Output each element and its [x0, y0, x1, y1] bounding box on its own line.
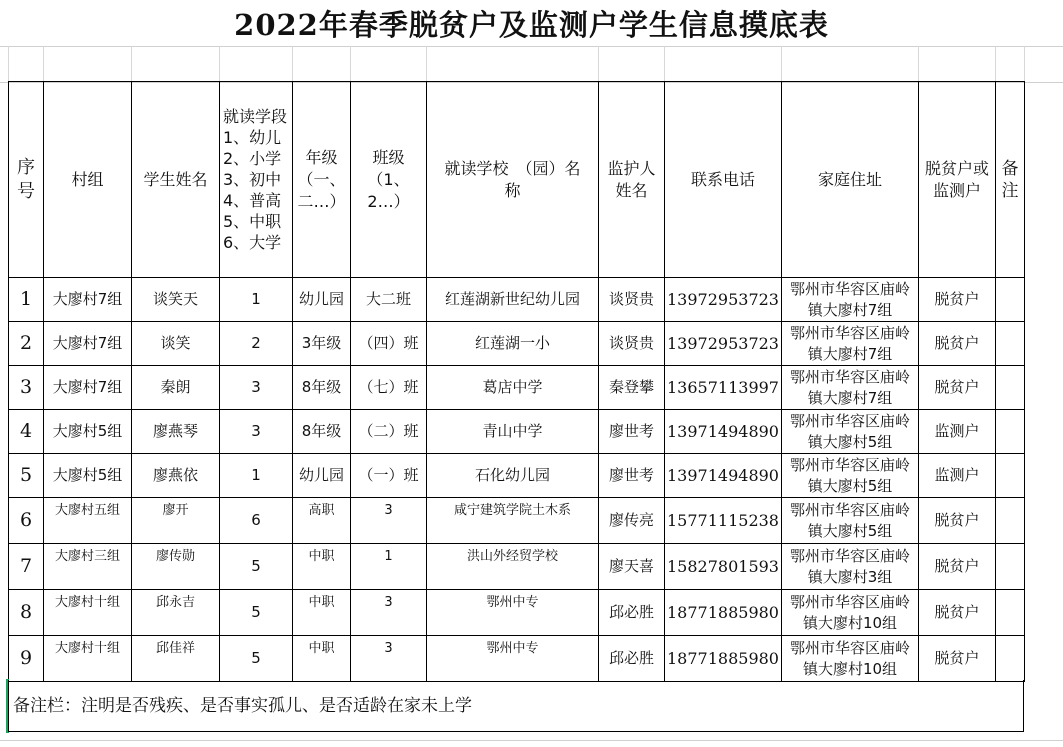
cell-student-name: 廖燕依: [132, 454, 220, 498]
cell-remark: [996, 590, 1025, 636]
cell-school: 鄂州中专: [427, 636, 599, 682]
student-info-table: [8, 81, 1025, 682]
header-grade: 年级 （一、 二…）: [293, 82, 351, 278]
cell-stage: 1: [220, 278, 293, 322]
cell-address: 鄂州市华容区庙岭镇大廖村7组: [782, 278, 919, 322]
table-row: [9, 544, 1025, 590]
cell-stage: 5: [220, 590, 293, 636]
cell-class: 3: [351, 498, 427, 544]
cell-village: 大廖村7组: [44, 366, 132, 410]
table-row: [9, 636, 1025, 682]
cell-grade: 8年级: [293, 410, 351, 454]
cell-student-name: 廖开: [132, 498, 220, 544]
cell-class: 3: [351, 590, 427, 636]
header-village: 村组: [44, 82, 132, 278]
cell-stage: 1: [220, 454, 293, 498]
cell-seq: 5: [9, 454, 44, 498]
note-row: 备注栏：注明是否残疾、是否事实孤儿、是否适龄在家未上学: [8, 680, 1024, 732]
header-remark: 备注: [996, 82, 1025, 278]
sheet-title: 2022年春季脱贫户及监测户学生信息摸底表: [0, 0, 1063, 47]
cell-class: （二）班: [351, 410, 427, 454]
cell-school: 红莲湖一小: [427, 322, 599, 366]
cell-phone: 13971494890: [665, 454, 782, 498]
table-row: [9, 410, 1025, 454]
header-phone: 联系电话: [665, 82, 782, 278]
cell-remark: [996, 278, 1025, 322]
cell-guardian: 廖天喜: [599, 544, 665, 590]
cell-village: 大廖村5组: [44, 454, 132, 498]
cell-phone: 13972953723: [665, 278, 782, 322]
cell-guardian: 廖世考: [599, 410, 665, 454]
table-row: [9, 366, 1025, 410]
cell-guardian: 邱必胜: [599, 636, 665, 682]
cell-stage: 2: [220, 322, 293, 366]
cell-remark: [996, 322, 1025, 366]
cell-grade: 高职: [293, 498, 351, 544]
cell-village: 大廖村十组: [44, 636, 132, 682]
cell-student-name: 谈笑: [132, 322, 220, 366]
cell-status: 脱贫户: [919, 278, 996, 322]
cell-remark: [996, 410, 1025, 454]
cell-stage: 3: [220, 410, 293, 454]
cell-student-name: 谈笑天: [132, 278, 220, 322]
table-row: [9, 322, 1025, 366]
header-seq: 序号: [9, 82, 44, 278]
header-status: 脱贫户或 监测户: [919, 82, 996, 278]
table-row: [9, 590, 1025, 636]
cell-address: 鄂州市华容区庙岭镇大廖村10组: [782, 636, 919, 682]
cell-address: 鄂州市华容区庙岭镇大廖村5组: [782, 410, 919, 454]
cell-seq: 8: [9, 590, 44, 636]
cell-remark: [996, 544, 1025, 590]
cell-class: （七）班: [351, 366, 427, 410]
cell-status: 脱贫户: [919, 322, 996, 366]
cell-address: 鄂州市华容区庙岭镇大廖村3组: [782, 544, 919, 590]
cell-grade: 幼儿园: [293, 454, 351, 498]
cell-class: （四）班: [351, 322, 427, 366]
header-stage: 就读学段 1、幼儿 2、小学 3、初中 4、普高 5、中职 6、大学: [220, 82, 293, 278]
cell-phone: 13972953723: [665, 322, 782, 366]
cell-seq: 4: [9, 410, 44, 454]
cell-village: 大廖村五组: [44, 498, 132, 544]
cell-status: 监测户: [919, 410, 996, 454]
cell-school: 鄂州中专: [427, 590, 599, 636]
cell-grade: 8年级: [293, 366, 351, 410]
cell-phone: 18771885980: [665, 590, 782, 636]
cell-remark: [996, 454, 1025, 498]
cell-student-name: 邱永吉: [132, 590, 220, 636]
cell-guardian: 谈贤贵: [599, 322, 665, 366]
cell-grade: 3年级: [293, 322, 351, 366]
cell-school: 洪山外经贸学校: [427, 544, 599, 590]
cell-class: 大二班: [351, 278, 427, 322]
cell-phone: 18771885980: [665, 636, 782, 682]
cell-stage: 5: [220, 636, 293, 682]
cell-guardian: 谈贤贵: [599, 278, 665, 322]
cell-village: 大廖村7组: [44, 322, 132, 366]
cell-grade: 中职: [293, 636, 351, 682]
cell-grade: 中职: [293, 590, 351, 636]
cell-seq: 6: [9, 498, 44, 544]
cell-status: 脱贫户: [919, 366, 996, 410]
cell-school: 咸宁建筑学院土木系: [427, 498, 599, 544]
cell-village: 大廖村5组: [44, 410, 132, 454]
cell-status: 脱贫户: [919, 544, 996, 590]
cell-phone: 15827801593: [665, 544, 782, 590]
header-school: 就读学校 （园）名 称: [427, 82, 599, 278]
cell-village: 大廖村7组: [44, 278, 132, 322]
cell-student-name: 秦朗: [132, 366, 220, 410]
cell-student-name: 廖燕琴: [132, 410, 220, 454]
blank-spreadsheet-row: [0, 46, 1063, 83]
cell-stage: 3: [220, 366, 293, 410]
cell-status: 脱贫户: [919, 498, 996, 544]
header-guardian: 监护人 姓名: [599, 82, 665, 278]
cell-school: 葛店中学: [427, 366, 599, 410]
cell-student-name: 邱佳祥: [132, 636, 220, 682]
cell-stage: 5: [220, 544, 293, 590]
header-student-name: 学生姓名: [132, 82, 220, 278]
cell-student-name: 廖传勋: [132, 544, 220, 590]
table-row: [9, 278, 1025, 322]
cell-status: 脱贫户: [919, 636, 996, 682]
table-row: [9, 454, 1025, 498]
cell-address: 鄂州市华容区庙岭镇大廖村5组: [782, 454, 919, 498]
cell-grade: 中职: [293, 544, 351, 590]
header-row: [9, 82, 1025, 278]
cell-address: 鄂州市华容区庙岭镇大廖村5组: [782, 498, 919, 544]
cell-class: 3: [351, 636, 427, 682]
cell-status: 监测户: [919, 454, 996, 498]
cell-seq: 7: [9, 544, 44, 590]
header-class: 班级 （1、 2…）: [351, 82, 427, 278]
cell-school: 青山中学: [427, 410, 599, 454]
cell-seq: 9: [9, 636, 44, 682]
cell-phone: 13657113997: [665, 366, 782, 410]
cell-phone: 15771115238: [665, 498, 782, 544]
cell-school: 红莲湖新世纪幼儿园: [427, 278, 599, 322]
cell-guardian: 秦登攀: [599, 366, 665, 410]
cell-village: 大廖村三组: [44, 544, 132, 590]
cell-seq: 3: [9, 366, 44, 410]
cell-guardian: 廖传亮: [599, 498, 665, 544]
cell-remark: [996, 498, 1025, 544]
cell-seq: 1: [9, 278, 44, 322]
cell-remark: [996, 636, 1025, 682]
cell-grade: 幼儿园: [293, 278, 351, 322]
cell-address: 鄂州市华容区庙岭镇大廖村7组: [782, 366, 919, 410]
cell-address: 鄂州市华容区庙岭镇大廖村7组: [782, 322, 919, 366]
cell-status: 脱贫户: [919, 590, 996, 636]
cell-address: 鄂州市华容区庙岭镇大廖村10组: [782, 590, 919, 636]
cell-village: 大廖村十组: [44, 590, 132, 636]
table-row: [9, 498, 1025, 544]
cell-class: 1: [351, 544, 427, 590]
cell-guardian: 廖世考: [599, 454, 665, 498]
cell-seq: 2: [9, 322, 44, 366]
cell-phone: 13971494890: [665, 410, 782, 454]
sheet-bottom-gridline: [0, 740, 1063, 741]
cell-school: 石化幼儿园: [427, 454, 599, 498]
header-address: 家庭住址: [782, 82, 919, 278]
cell-class: （一）班: [351, 454, 427, 498]
cell-guardian: 邱必胜: [599, 590, 665, 636]
cell-stage: 6: [220, 498, 293, 544]
cell-remark: [996, 366, 1025, 410]
